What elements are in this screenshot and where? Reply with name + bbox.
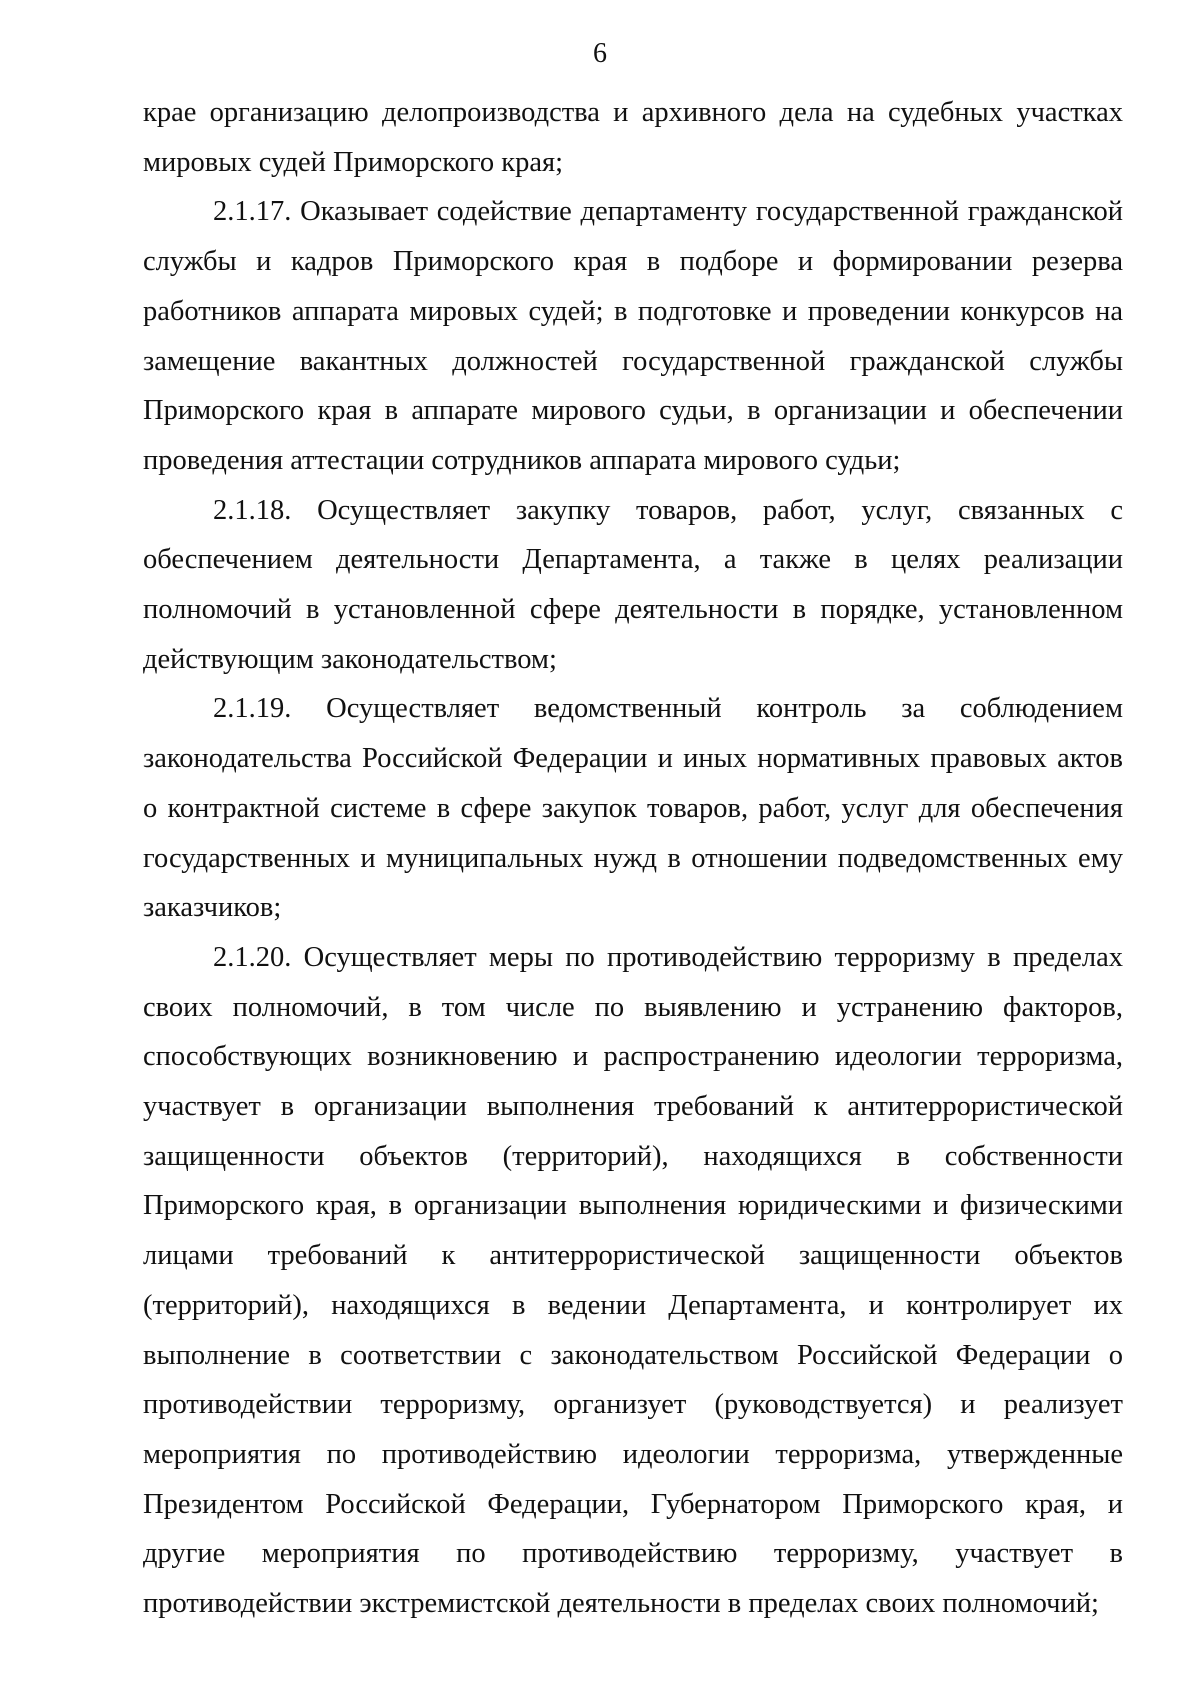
text-line: работников аппарата мировых судей; в подготовке и проведении конкурсов на [143,295,1123,327]
text-line: противодействии экстремистской деятельности в пределах своих полномочий; [143,1588,1099,1620]
paragraph-2-1-20 [143,933,1123,1629]
text-line: заказчиков; [143,892,282,924]
text-line: противодействии терроризму, организует (руководствуется) и реализует [143,1389,1123,1421]
text-line: службы и кадров Приморского края в подборе и формировании резерва [143,246,1123,278]
text-line: Приморского края в аппарате мирового судьи, в организации и обеспечении [143,395,1123,427]
paragraph-2-1-17 [143,187,1123,485]
text-line: мероприятия по противодействию идеологии терроризма, утвержденные [143,1438,1123,1470]
text-line: проведения аттестации сотрудников аппарата мирового судьи; [143,444,901,476]
text-line: другие мероприятия по противодействию терроризму, участвует в [143,1538,1123,1570]
text-line: Президентом Российской Федерации, Губернатором Приморского края, и [143,1488,1123,1520]
text-line: способствующих возникновению и распространению идеологии терроризма, [143,1041,1123,1073]
page-number: 6 [593,38,607,69]
text-line: мировых судей Приморского края; [143,146,564,178]
paragraph-2-1-19 [143,684,1123,933]
text-line: 2.1.19. Осуществляет ведомственный контроль за соблюдением [213,693,1123,725]
document-body [143,88,1123,1629]
text-line: законодательства Российской Федерации и иных нормативных правовых актов [143,743,1123,775]
text-line: Приморского края, в организации выполнения юридическими и физическими [143,1190,1123,1222]
paragraph-2-1-18 [143,486,1123,685]
text-line: 2.1.17. Оказывает содействие департаменту государственной гражданской [213,196,1123,228]
text-line: своих полномочий, в том числе по выявлению и устранению факторов, [143,991,1123,1023]
text-line: крае организацию делопроизводства и архивного дела на судебных участках [143,97,1123,128]
text-line: (территорий), находящихся в ведении Департамента, и контролирует их [143,1289,1123,1321]
text-line: 2.1.20. Осуществляет меры по противодействию терроризму в пределах [213,941,1123,973]
text-line: защищенности объектов (территорий), находящихся в собственности [143,1140,1123,1172]
text-line: полномочий в установленной сфере деятельности в порядке, установленном [143,594,1123,626]
text-line: выполнение в соответствии с законодательством Российской Федерации о [143,1339,1123,1371]
text-line: участвует в организации выполнения требований к антитеррористической [143,1091,1123,1123]
text-line: о контрактной системе в сфере закупок товаров, работ, услуг для обеспечения [143,792,1123,824]
text-line: действующим законодательством; [143,643,557,675]
paragraph-continuation [143,88,1123,187]
text-line: обеспечением деятельности Департамента, а также в целях реализации [143,544,1123,576]
text-line: замещение вакантных должностей государственной гражданской службы [143,345,1123,377]
text-line: лицами требований к антитеррористической защищенности объектов [143,1240,1123,1272]
text-line: государственных и муниципальных нужд в отношении подведомственных ему [143,842,1123,874]
text-line: 2.1.18. Осуществляет закупку товаров, работ, услуг, связанных с [213,494,1123,526]
